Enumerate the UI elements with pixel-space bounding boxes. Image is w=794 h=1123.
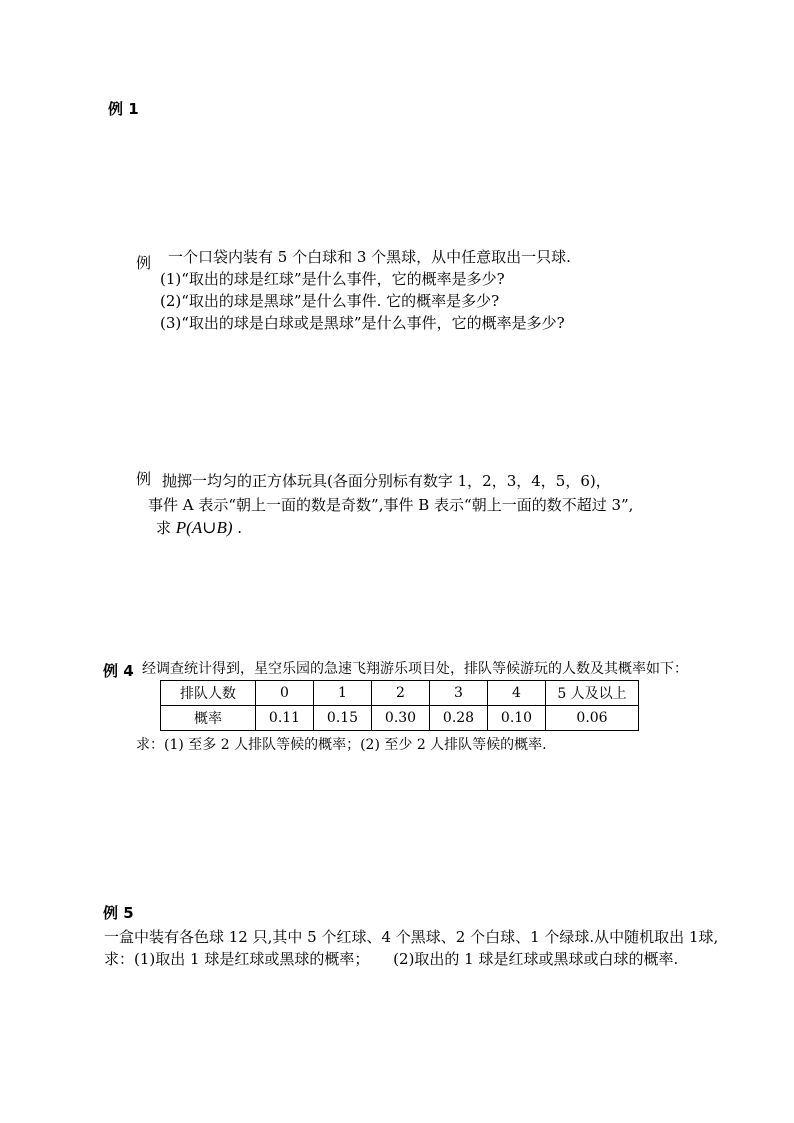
example-4-label: 例 4 — [103, 662, 134, 680]
table-cell: 1 — [314, 681, 372, 706]
table-cell: 0.06 — [546, 706, 639, 731]
table-cell: 0.11 — [256, 706, 314, 731]
table-cell: 5 人及以上 — [546, 681, 639, 706]
example-3-prefix: 求 — [156, 519, 176, 537]
table-cell: 0.28 — [430, 706, 488, 731]
example-3-line-1: 抛掷一均匀的正方体玩具(各面分别标有数字 1，2，3，4，5，6)， — [162, 472, 611, 490]
table-cell: 排队人数 — [161, 681, 256, 706]
example-4-question: 求：(1) 至多 2 人排队等候的概率；(2) 至少 2 人排队等候的概率. — [136, 737, 547, 753]
table-cell: 3 — [430, 681, 488, 706]
example-2-label: 例 — [136, 254, 152, 272]
example-5-label: 例 5 — [103, 904, 134, 922]
table-cell: 0.30 — [372, 706, 430, 731]
probability-table — [160, 680, 639, 731]
example-4-intro: 经调查统计得到，星空乐园的急速飞翔游乐项目处，排队等候游玩的人数及其概率如下： — [142, 661, 688, 677]
example-5-line-1: 一盒中装有各色球 12 只,其中 5 个红球、4 个黑球、2 个白球、1 个绿球.从中随机取出 1球, — [104, 928, 719, 946]
table-cell: 0 — [256, 681, 314, 706]
example-5-line-2: 求：(1)取出 1 球是红球或黑球的概率； (2)取出的 1 球是红球或黑球或白球的概率. — [104, 950, 679, 968]
example-3-line-2: 事件 A 表示“朝上一面的数是奇数”,事件 B 表示“朝上一面的数不超过 3”, — [148, 496, 634, 514]
example-3-line-3 — [156, 517, 242, 538]
example-2-question-3: (3)“取出的球是白球或是黑球”是什么事件，它的概率是多少? — [160, 314, 565, 332]
table-cell: 2 — [372, 681, 430, 706]
union-probability-formula: P(A∪B) — [175, 518, 233, 537]
table-cell: 0.10 — [488, 706, 546, 731]
example-1-label: 例 1 — [108, 100, 139, 118]
example-2-question-1: (1)“取出的球是红球”是什么事件，它的概率是多少? — [160, 270, 505, 288]
table-cell: 4 — [488, 681, 546, 706]
example-2-intro: 一个口袋内装有 5 个白球和 3 个黑球，从中任意取出一只球. — [168, 248, 571, 266]
example-3-suffix: . — [232, 519, 243, 537]
table-row-header — [161, 681, 639, 706]
example-3-label: 例 — [136, 470, 152, 488]
example-2-question-2: (2)“取出的球是黑球”是什么事件. 它的概率是多少? — [160, 292, 500, 310]
table-cell: 0.15 — [314, 706, 372, 731]
table-cell: 概率 — [161, 706, 256, 731]
table-row-probability — [161, 706, 639, 731]
